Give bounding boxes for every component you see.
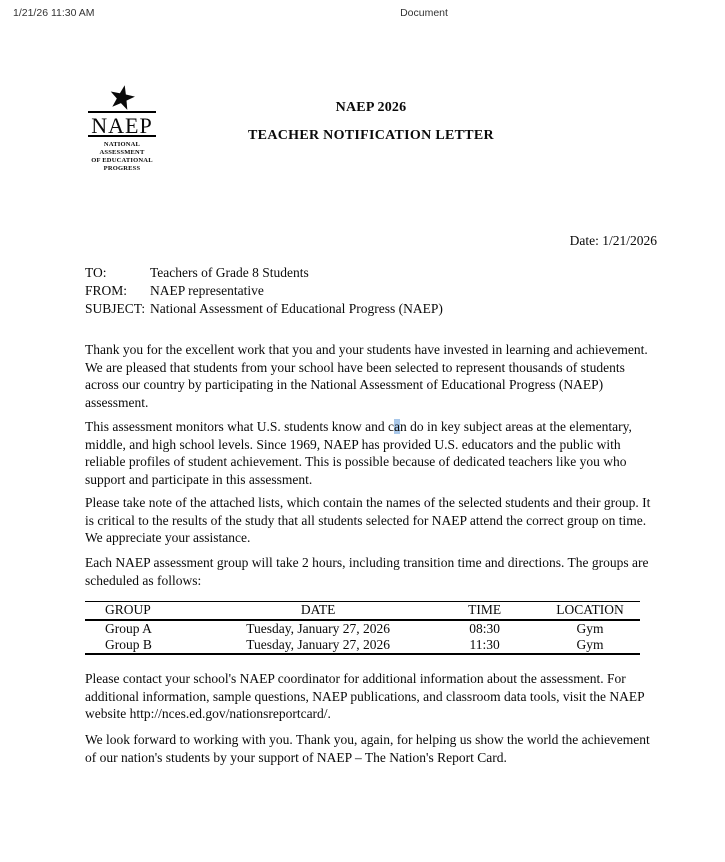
memo-header-block <box>85 264 657 318</box>
logo-caption-line: NATIONAL ASSESSMENT <box>99 141 145 156</box>
p2-text-after: n do in key subject areas at the elementary, middle, and high school levels. Since 1969, NAEP has provided U.S. educators and the public with reliable profiles of student achievement. This is possible because of dedicated teachers like you who support and participate in this assessment. <box>85 419 632 487</box>
letter-title-block <box>85 99 657 144</box>
cell-date: Tuesday, January 27, 2026 <box>246 620 390 636</box>
memo-value: Teachers of Grade 8 Students <box>150 265 309 280</box>
memo-row-to <box>85 264 657 282</box>
paragraph-attached-lists: Please take note of the attached lists, which contain the names of the selected students and their group. It is critical to the results of the study that all students selected for NAEP attend the correct group on time. We appreciate your assistance. <box>85 495 651 545</box>
letter-title-line1: NAEP 2026 <box>335 100 407 115</box>
memo-label: TO: <box>85 265 107 280</box>
print-header-title: Document <box>400 7 448 19</box>
cell-group: Group B <box>105 636 152 652</box>
cell-location: Gym <box>576 620 604 636</box>
cell-location: Gym <box>576 636 604 652</box>
cell-time: 11:30 <box>469 636 500 652</box>
paragraph-assessment-monitors <box>85 418 658 488</box>
paragraph-closing: We look forward to working with you. Thank you, again, for helping us show the world the achievement of our nation's students by your support of NAEP – The Nation's Report Card. <box>85 732 650 765</box>
naep-logo-wordmark: NAEP <box>88 111 156 137</box>
schedule-col-location: LOCATION <box>556 602 624 618</box>
p2-text-before: This assessment monitors what U.S. students know and c <box>85 419 394 434</box>
paragraph-coordinator-info: Please contact your school's NAEP coordinator for additional information about the assessment. For additional information, sample questions, NAEP publications, and classroom data tools, visit the NAEP website http://nces.ed.gov/nationsreportcard/. <box>85 671 645 721</box>
memo-label: FROM: <box>85 283 128 298</box>
memo-row-from <box>85 282 657 300</box>
cell-date: Tuesday, January 27, 2026 <box>246 636 390 652</box>
schedule-col-group: GROUP <box>105 602 151 618</box>
cell-group: Group A <box>105 620 152 636</box>
memo-row-subject <box>85 300 657 318</box>
letter-title-line2: TEACHER NOTIFICATION LETTER <box>248 128 494 143</box>
naep-logo-caption <box>88 141 156 173</box>
text-selection-highlight: a <box>393 419 400 434</box>
schedule-header-row <box>85 602 640 620</box>
letter-date: Date: 1/21/2026 <box>569 233 657 248</box>
memo-value: National Assessment of Educational Progress (NAEP) <box>150 301 443 316</box>
logo-caption-line: PROGRESS <box>103 165 141 172</box>
table-row <box>85 620 640 637</box>
schedule-col-time: TIME <box>468 602 502 618</box>
table-row <box>85 637 640 654</box>
schedule-col-date: DATE <box>300 602 336 618</box>
memo-value: NAEP representative <box>150 283 264 298</box>
logo-caption-line: OF EDUCATIONAL <box>91 157 153 164</box>
schedule-table <box>85 601 640 655</box>
paragraph-schedule-intro: Each NAEP assessment group will take 2 hours, including transition time and directions. The groups are scheduled as follows: <box>85 555 649 588</box>
memo-label: SUBJECT: <box>85 301 146 316</box>
print-header-timestamp: 1/21/26 11:30 AM <box>13 7 95 19</box>
cell-time: 08:30 <box>469 620 500 636</box>
paragraph-thank-you: Thank you for the excellent work that you and your students have invested in learning and achievement. We are pleased that students from your school have been selected to represent thousands of students across our country by participating in the National Assessment of Educational Progress (NAEP) assessment. <box>85 342 648 410</box>
